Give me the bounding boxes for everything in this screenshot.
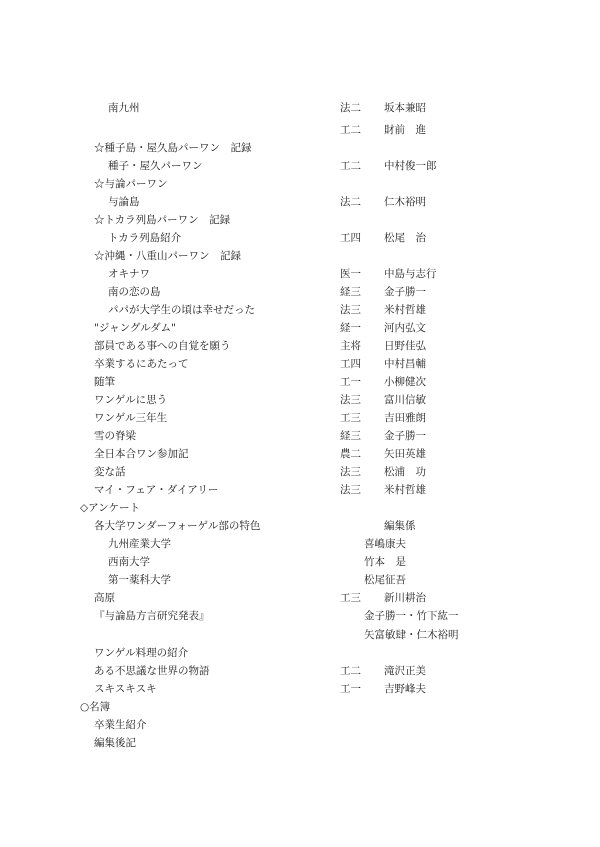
toc-author: 松尾征吾 <box>364 574 406 586</box>
toc-author: 金子勝一・竹下紘一 <box>364 610 459 622</box>
toc-author: 富川信敏 <box>384 394 426 406</box>
toc-author: 矢田英雄 <box>384 448 426 460</box>
toc-author: 吉田雅朗 <box>384 412 426 424</box>
toc-title: ☆沖縄・八重山パーワン 記録 <box>94 250 241 262</box>
toc-title: 南の恋の島 <box>108 286 161 298</box>
toc-department: 医一 <box>340 268 361 280</box>
toc-department: 経一 <box>340 322 361 334</box>
toc-title: 全日本合ワン参加記 <box>94 448 189 460</box>
toc-title: 西南大学 <box>108 556 150 568</box>
toc-title: パパが大学生の頃は幸せだった <box>108 304 255 316</box>
toc-department: 法三 <box>340 484 361 496</box>
toc-title: 卒業生紹介 <box>94 719 147 731</box>
toc-department: 工二 <box>340 665 361 677</box>
toc-title: 与論島 <box>108 196 140 208</box>
toc-author: 編集係 <box>384 520 416 532</box>
toc-title: 各大学ワンダーフォーゲル部の特色 <box>94 520 261 532</box>
toc-author: 日野佳弘 <box>384 340 426 352</box>
toc-author: 竹本 是 <box>364 556 406 568</box>
toc-title: ◇アンケート <box>80 502 140 514</box>
toc-department: 工三 <box>340 412 361 424</box>
toc-title: 随筆 <box>94 376 115 388</box>
toc-author: 仁木裕明 <box>384 196 426 208</box>
toc-author: 坂本兼昭 <box>384 102 426 114</box>
toc-title: 種子・屋久パーワン <box>108 160 203 172</box>
toc-department: 工二 <box>340 160 361 172</box>
toc-title: スキスキスキ <box>94 683 157 695</box>
toc-author: 河内弘文 <box>384 322 426 334</box>
toc-department: 法三 <box>340 466 361 478</box>
toc-department: 工三 <box>340 592 361 604</box>
toc-title: 変な話 <box>94 466 126 478</box>
toc-title: 編集後記 <box>94 737 136 749</box>
toc-department: 主将 <box>340 340 361 352</box>
toc-title: 九州産業大学 <box>108 538 171 550</box>
toc-author: 喜嶋康夫 <box>364 538 406 550</box>
toc-author: 松浦 功 <box>384 466 426 478</box>
toc-author: 小柳健次 <box>384 376 426 388</box>
toc-author: 米村哲雄 <box>384 304 426 316</box>
toc-department: 法三 <box>340 304 361 316</box>
toc-author: 金子勝一 <box>384 430 426 442</box>
toc-title: 部員である事への自覚を願う <box>94 340 231 352</box>
toc-department: 工四 <box>340 358 361 370</box>
toc-department: 経三 <box>340 430 361 442</box>
toc-author: 米村哲雄 <box>384 484 426 496</box>
toc-title: 卒業するにあたって <box>94 358 189 370</box>
toc-department: 工二 <box>340 124 361 136</box>
toc-department: 経三 <box>340 286 361 298</box>
toc-department: 工一 <box>340 683 361 695</box>
toc-department: 法二 <box>340 196 361 208</box>
toc-title: トカラ列島紹介 <box>108 232 182 244</box>
toc-title: ☆トカラ列島パーワン 記録 <box>94 214 231 226</box>
toc-title: ワンゲル料理の紹介 <box>94 647 189 659</box>
toc-title: ○名簿 <box>80 701 111 713</box>
toc-title: ある不思議な世界の物語 <box>94 665 210 677</box>
toc-title: 高原 <box>94 592 115 604</box>
toc-author: 滝沢正美 <box>384 665 426 677</box>
toc-author: 中村俊一郎 <box>384 160 437 172</box>
toc-author: 金子勝一 <box>384 286 426 298</box>
toc-department: 法三 <box>340 394 361 406</box>
toc-author: 新川耕治 <box>384 592 426 604</box>
toc-department: 法二 <box>340 102 361 114</box>
toc-author: 中村昌輔 <box>384 358 426 370</box>
toc-department: 工一 <box>340 376 361 388</box>
toc-department: 農二 <box>340 448 361 460</box>
toc-title: 第一薬科大学 <box>108 574 171 586</box>
toc-title: マイ・フェア・ダイアリー <box>94 484 219 496</box>
toc-title: ☆与論パーワン <box>94 178 168 190</box>
toc-title: 南九州 <box>108 102 140 114</box>
toc-department: 工四 <box>340 232 361 244</box>
toc-author: 財前 進 <box>384 124 426 136</box>
toc-title: ワンゲルに思う <box>94 394 168 406</box>
toc-author: 松尾 治 <box>384 232 426 244</box>
toc-title: オキナワ <box>108 268 150 280</box>
toc-author: 矢富敏肆・仁木裕明 <box>364 629 459 641</box>
toc-title: 『与論島方言研究発表』 <box>94 610 210 622</box>
toc-title: ☆種子島・屋久島パーワン 記録 <box>94 142 252 154</box>
toc-title: "ジャングルダム" <box>94 322 177 334</box>
toc-author: 中島与志行 <box>384 268 437 280</box>
toc-title: 雪の脊梁 <box>94 430 136 442</box>
toc-title: ワンゲル三年生 <box>94 412 168 424</box>
toc-author: 吉野峰夫 <box>384 683 426 695</box>
